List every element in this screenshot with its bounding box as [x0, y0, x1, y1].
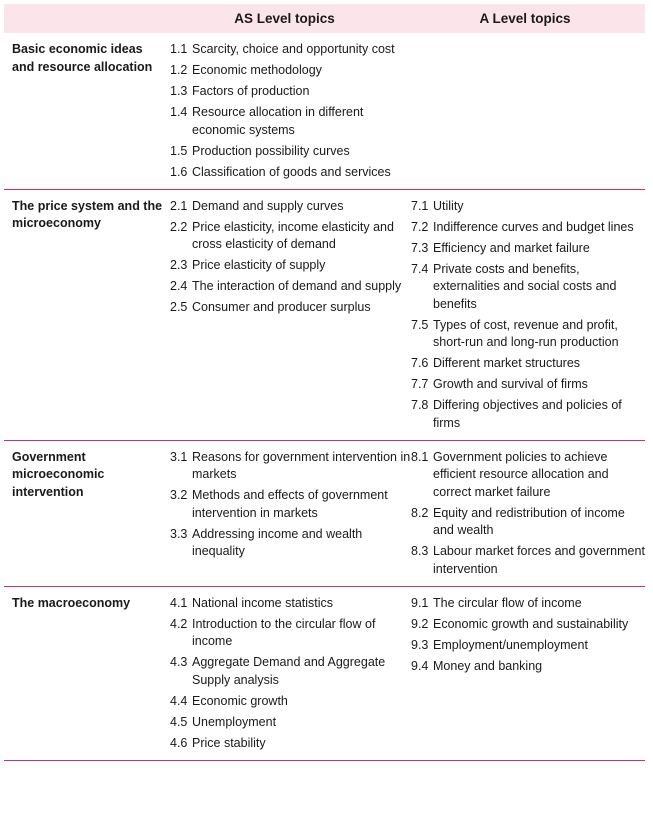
header-a-level: A Level topics: [479, 11, 571, 26]
topic-title: Economic growth and sustainability: [433, 616, 629, 631]
header-as-level: AS Level topics: [234, 11, 335, 26]
as-level-topics: [170, 198, 411, 436]
topic-title: Labour market forces and government intervention: [433, 544, 645, 576]
topic-item: [411, 317, 645, 352]
topic-item: [411, 543, 645, 578]
topic-item: [170, 143, 411, 161]
topic-title: Resource allocation in different economic systems: [192, 105, 364, 137]
topic-number: 3.2: [170, 488, 188, 502]
topic-item: [170, 62, 411, 80]
topic-item: [170, 693, 411, 711]
a-level-topics: [411, 198, 645, 436]
topic-item: [170, 278, 411, 296]
topic-number: 1.5: [170, 143, 188, 158]
topic-item: [411, 355, 645, 373]
topic-item: [411, 240, 645, 258]
topic-number: 1.3: [170, 84, 188, 98]
topic-item: [170, 595, 411, 613]
topic-item: [170, 299, 411, 317]
topic-number: 9.4: [411, 658, 429, 673]
topic-title: Money and banking: [433, 658, 543, 673]
topic-item: [170, 164, 411, 182]
topic-area-label: Government microeconomic intervention: [12, 449, 105, 499]
topic-title: Consumer and producer surplus: [192, 300, 371, 314]
topic-number: 1.4: [170, 105, 188, 119]
topic-title: Equity and redistribution of income and wealth: [433, 505, 625, 537]
topic-number: 8.3: [411, 544, 429, 558]
topic-item: [170, 616, 411, 651]
as-level-topics: [170, 595, 411, 756]
topic-number: 4.5: [170, 714, 188, 729]
topic-title: Production possibility curves: [192, 143, 350, 158]
topic-number: 2.2: [170, 219, 188, 234]
topic-title: Growth and survival of firms: [433, 377, 588, 391]
topic-title: Private costs and benefits, externalities and social costs and benefits: [433, 261, 617, 311]
topic-number: 1.2: [170, 63, 188, 77]
topic-item: [411, 616, 645, 634]
topic-title: Unemployment: [192, 714, 277, 729]
topic-item: [411, 595, 645, 613]
topic-title: Different market structures: [433, 356, 581, 370]
topic-title: The interaction of demand and supply: [192, 279, 402, 293]
topic-number: 4.4: [170, 693, 188, 708]
topic-title: Demand and supply curves: [192, 198, 344, 213]
topic-number: 2.3: [170, 258, 188, 272]
topic-number: 3.1: [170, 449, 188, 464]
topic-title: Price elasticity, income elasticity and cross elasticity of demand: [192, 219, 394, 251]
topic-number: 3.3: [170, 526, 188, 541]
topic-number: 8.1: [411, 449, 429, 464]
topic-number: 1.1: [170, 42, 188, 56]
topic-item: [411, 376, 645, 394]
topic-item: [411, 449, 645, 502]
topic-item: [170, 257, 411, 275]
topic-number: 9.2: [411, 616, 429, 631]
topic-number: 9.3: [411, 637, 429, 652]
topic-number: 8.2: [411, 505, 429, 520]
topic-item: [411, 261, 645, 314]
topic-item: [411, 505, 645, 540]
topic-number: 4.3: [170, 655, 188, 669]
topic-item: [170, 714, 411, 732]
table-header: [4, 4, 645, 33]
topic-title: Government policies to achieve efficient resource allocation and correct market failure: [433, 449, 609, 499]
topic-title: Classification of goods and services: [192, 164, 391, 179]
topic-title: Reasons for government intervention in markets: [192, 449, 411, 481]
topic-title: Addressing income and wealth inequality: [192, 526, 363, 558]
topic-item: [411, 198, 645, 216]
topic-number: 2.4: [170, 279, 188, 293]
topic-area-label: Basic economic ideas and resource allocation: [12, 42, 153, 74]
topic-title: Employment/unemployment: [433, 637, 588, 652]
table-row: [4, 441, 645, 587]
topic-title: Types of cost, revenue and profit, short-run and long-run production: [433, 317, 619, 349]
topic-title: Efficiency and market failure: [433, 240, 590, 255]
topic-title: Factors of production: [192, 84, 310, 98]
a-level-topics: [411, 595, 645, 756]
topic-number: 7.5: [411, 317, 429, 332]
topic-number: 2.1: [170, 198, 188, 213]
topic-title: Introduction to the circular flow of income: [192, 616, 376, 648]
table-row: [4, 33, 645, 190]
as-level-topics: [170, 41, 411, 185]
topic-number: 7.1: [411, 198, 429, 213]
topic-title: Economic growth: [192, 693, 288, 708]
topic-area-label: The price system and the microeconomy: [12, 198, 163, 230]
table-row: [4, 587, 645, 761]
topic-title: National income statistics: [192, 595, 334, 610]
topic-title: Price stability: [192, 735, 266, 750]
a-level-topics: [411, 41, 645, 185]
topic-item: [411, 397, 645, 432]
topic-title: Utility: [433, 198, 464, 213]
topic-number: 7.4: [411, 261, 429, 276]
topic-item: [170, 83, 411, 101]
topic-item: [170, 41, 411, 59]
a-level-topics: [411, 449, 645, 582]
topic-item: [170, 104, 411, 139]
topic-title: Scarcity, choice and opportunity cost: [192, 42, 395, 56]
topic-title: Price elasticity of supply: [192, 258, 326, 272]
topic-title: Indifference curves and budget lines: [433, 219, 634, 234]
topic-area-label: The macroeconomy: [12, 595, 131, 610]
topic-item: [170, 487, 411, 522]
table-body: [4, 33, 645, 761]
topic-number: 9.1: [411, 595, 429, 610]
topic-item: [170, 654, 411, 689]
topic-number: 4.6: [170, 735, 188, 750]
topic-number: 7.7: [411, 377, 429, 391]
topic-title: Aggregate Demand and Aggregate Supply analysis: [192, 655, 386, 687]
topic-item: [411, 658, 645, 676]
as-level-topics: [170, 449, 411, 582]
topic-title: The circular flow of income: [433, 595, 582, 610]
topic-title: Economic methodology: [192, 63, 322, 77]
topic-number: 7.3: [411, 240, 429, 255]
topic-title: Methods and effects of government intervention in markets: [192, 488, 388, 520]
topics-table: [4, 4, 645, 761]
topic-item: [411, 219, 645, 237]
topic-number: 7.2: [411, 219, 429, 234]
topic-item: [170, 735, 411, 753]
topic-item: [170, 449, 411, 484]
topic-number: 2.5: [170, 300, 188, 314]
topic-number: 1.6: [170, 164, 188, 179]
topic-number: 4.1: [170, 595, 188, 610]
topic-title: Differing objectives and policies of firms: [433, 398, 622, 430]
topic-number: 7.6: [411, 356, 429, 370]
topic-number: 7.8: [411, 398, 429, 412]
topic-number: 4.2: [170, 616, 188, 631]
topic-item: [170, 198, 411, 216]
topic-item: [411, 637, 645, 655]
table-row: [4, 190, 645, 441]
topic-item: [170, 219, 411, 254]
topic-item: [170, 526, 411, 561]
